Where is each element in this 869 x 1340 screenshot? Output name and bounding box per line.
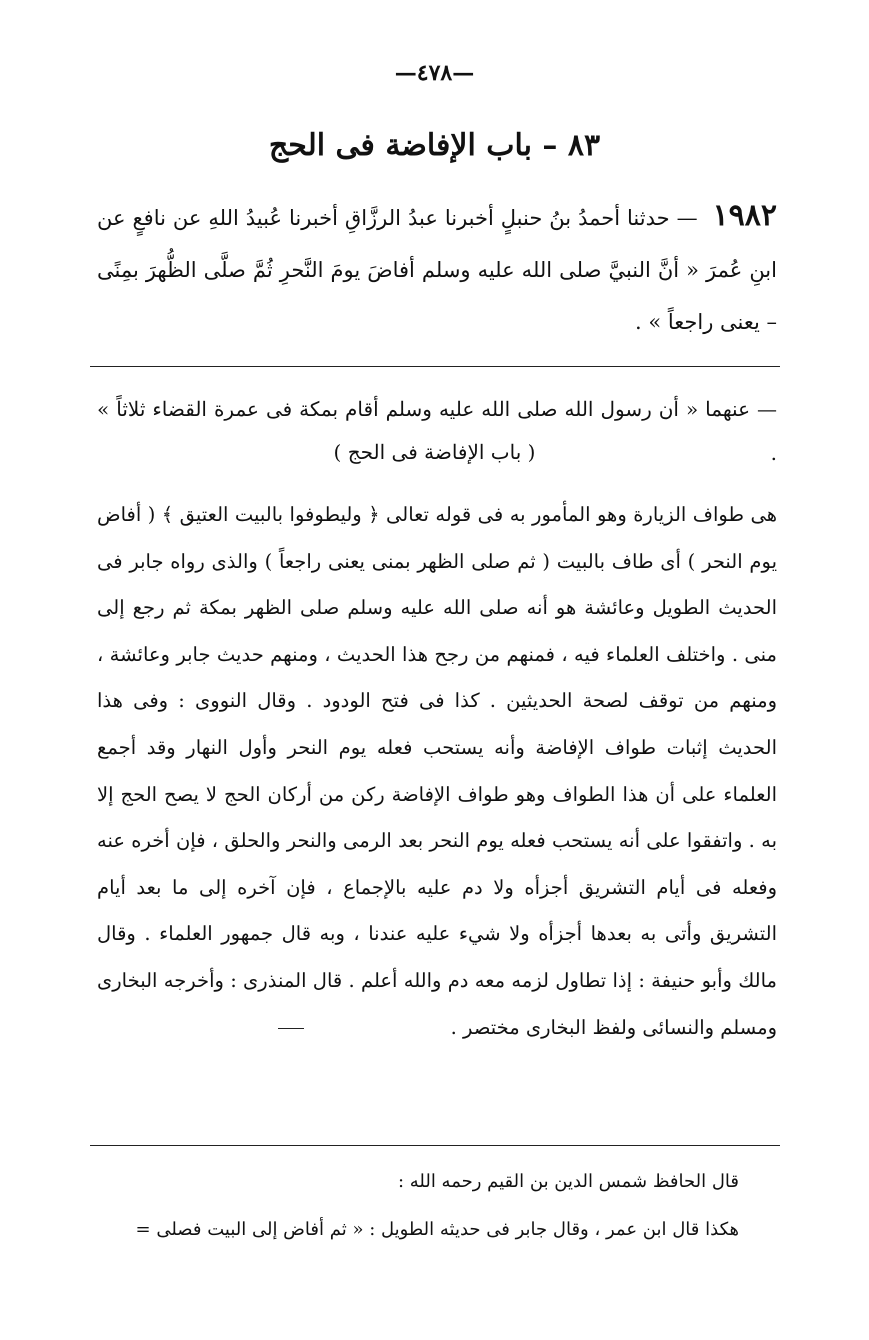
hadith-number: ١٩٨٢ <box>712 198 777 233</box>
page-number: —٤٧٨— <box>394 60 475 86</box>
end-dash <box>278 1028 304 1029</box>
divider-top <box>90 366 780 367</box>
hadith-text-block <box>97 190 777 348</box>
footnote-block <box>99 1158 739 1254</box>
commentary-heading: ( باب الإفاضة فى الحج ) <box>333 440 536 464</box>
footnote-line-2: هكذا قال ابن عمر ، وقال جابر فى حديثه الطويل : « ثم أفاض إلى البيت فصلى = <box>135 1219 739 1240</box>
hadith-text: — حدثنا أحمدُ بنُ حنبلٍ أخبرنا عبدُ الرزَّاقِ أخبرنا عُبيدُ اللهِ عن نافعٍ عن ابنِ عُمرَ « أنَّ النبيَّ صلى الله عليه وسلم أفاضَ يومَ النَّحرِ ثُمَّ صلَّى الظُّهرَ بمِنًى – يعنى راجعاً » . <box>97 206 777 334</box>
chapter-title: ٨٣ – باب الإفاضة فى الحج <box>268 128 601 163</box>
divider-footnote <box>90 1145 780 1146</box>
commentary-continuation: — عنهما « أن رسول الله صلى الله عليه وسلم أقام بمكة فى عمرة القضاء ثلاثاً » . <box>97 397 777 465</box>
footnote-line-1: قال الحافظ شمس الدين بن القيم رحمه الله : <box>397 1171 739 1192</box>
commentary-body-text: هى طواف الزيارة وهو المأمور به فى قوله تعالى ﴿ وليطوفوا بالبيت العتيق ﴾ ( أفاض يوم النحر ) أى طاف بالبيت ( ثم صلى الظهر بمنى يعنى راجعاً ) والذى رواه جابر فى الحديث الطويل وعائشة هو أنه صلى الله عليه وسلم صلى الظهر بمكة ثم رجع إلى منى . واختلف العلماء فيه ، فمنهم من رجح هذا الحديث ، ومنهم حديث جابر وعائشة ، ومنهم من توقف لصحة الحديثين . كذا فى فتح الودود . وقال النووى : وفى هذا الحديث إثبات طواف الإفاضة وأنه يستحب فعله يوم النحر وأول النهار وقد أجمع العلماء على أن هذا الطواف وهو طواف الإفاضة ركن من أركان الحج لا يصح الحج إلا به . واتفقوا على أنه يستحب فعله يوم النحر بعد الرمى والنحر والحلق ، فإن أخره عنه وفعله فى أيام التشريق أجزأه ولا دم عليه بالإجماع ، فإن آخره إلى ما بعد أيام التشريق وأتى به بعدها أجزأه ولا شيء عليه عندنا ، وبه قال جمهور العلماء . وقال مالك وأبو حنيفة : إذا تطاول لزمه معه دم والله أعلم . قال المنذرى : وأخرجه البخارى ومسلم والنسائى ولفظ البخارى مختصر . <box>97 503 777 1039</box>
commentary-body <box>97 492 777 1051</box>
